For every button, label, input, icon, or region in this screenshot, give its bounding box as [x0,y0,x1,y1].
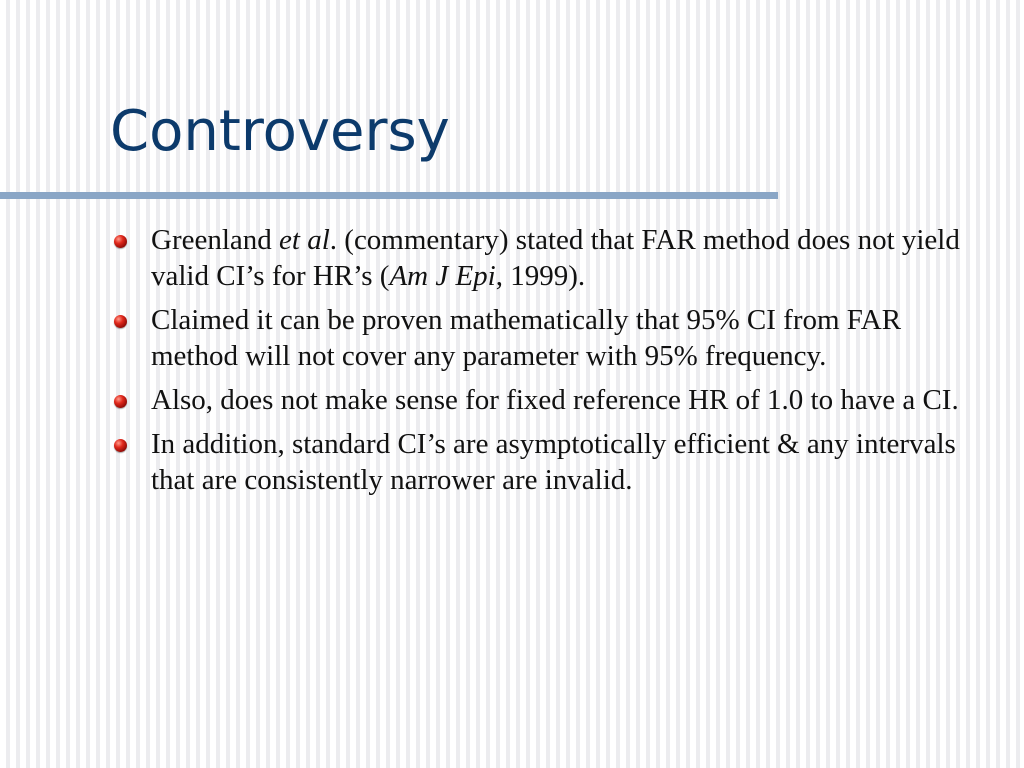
bullet-text-part-italic: Am J Epi [389,260,496,292]
bullet-item [114,426,994,498]
bullet-text-part: , 1999). [495,260,586,292]
red-sphere-bullet-icon [114,235,127,248]
bullet-item [114,382,994,418]
bullet-text-part: Greenland [151,224,280,256]
bullet-text-part: In addition, standard CI’s are asymptotically efficient & any intervals that are consistently narrower are invalid. [151,428,956,496]
bullet-text-part: . (commentary) stated that FAR method does not yield valid CI’s for HR’s ( [151,224,960,292]
bullet-text [151,384,959,416]
red-sphere-bullet-icon [114,315,127,328]
red-sphere-bullet-icon [114,395,127,408]
bullet-item [114,222,994,294]
title-underline [0,192,778,199]
bullet-list [114,222,994,506]
bullet-text [151,428,956,496]
slide-title: Controversy [110,99,450,164]
bullet-text-part-italic: et al [279,224,330,256]
bullet-text-part: Also, does not make sense for fixed reference HR of 1.0 to have a CI. [151,384,959,416]
bullet-item [114,302,994,374]
bullet-text [151,224,960,292]
bullet-text-part: Claimed it can be proven mathematically that 95% CI from FAR method will not cover any parameter with 95% frequency. [151,304,902,372]
red-sphere-bullet-icon [114,439,127,452]
bullet-text [151,304,901,372]
